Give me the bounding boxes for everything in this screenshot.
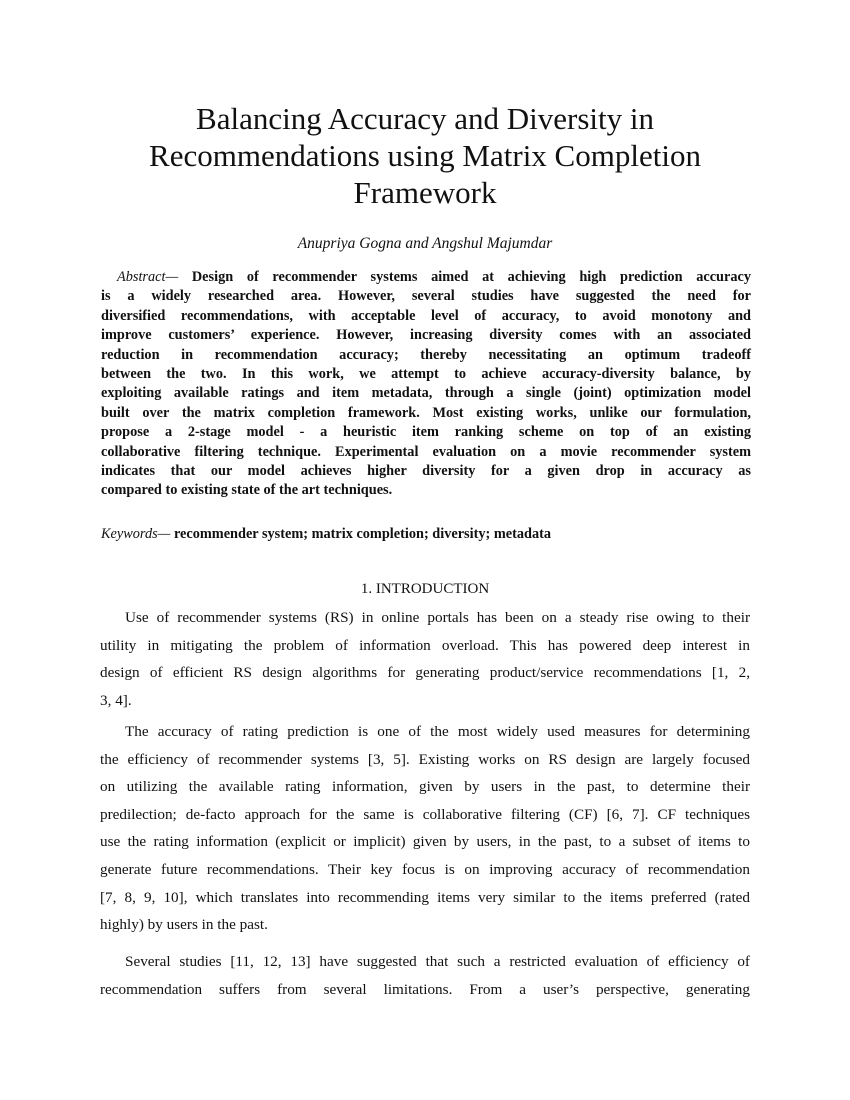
section-heading: 1. INTRODUCTION xyxy=(360,581,490,597)
intro-paragraph-1 xyxy=(100,604,750,714)
paragraph-line: [7, 8, 9, 10], which translates into recommending items very similar to the items preferred (rated xyxy=(100,888,750,906)
paragraph-line: the efficiency of recommender systems [3, 5]. Existing works on RS design are largely focused xyxy=(100,750,750,768)
paragraph-line: 3, 4]. xyxy=(100,691,132,709)
keywords-text: recommender system; matrix completion; diversity; metadata xyxy=(173,526,551,542)
abstract-line: exploiting available ratings and item metadata, through a single (joint) optimization model xyxy=(101,385,751,402)
paragraph-line: use the rating information (explicit or implicit) given by users, in the past, to a subset of items to xyxy=(100,833,750,851)
paragraph-line: recommendation suffers from several limitations. From a user’s perspective, generating xyxy=(100,980,750,998)
title-line: Recommendations using Matrix Completion xyxy=(149,138,701,173)
paragraph-line: design of efficient RS design algorithms for generating product/service recommendations [1, 2, xyxy=(100,664,750,682)
paragraph-line: The accuracy of rating prediction is one of the most widely used measures for determining xyxy=(125,723,750,740)
abstract-label: Abstract— xyxy=(117,269,179,285)
abstract-line: diversified recommendations, with acceptable level of accuracy, to avoid monotony and xyxy=(101,307,751,324)
title-line: Framework xyxy=(353,175,497,210)
paragraph-line: Use of recommender systems (RS) in online portals has been on a steady rise owing to their xyxy=(125,609,750,626)
keywords xyxy=(101,526,551,543)
abstract-line xyxy=(101,268,751,287)
paragraph-line: Several studies [11, 12, 13] have suggested that such a restricted evaluation of efficiency of xyxy=(125,953,750,970)
abstract-line: reduction in recommendation accuracy; thereby necessitating an optimum tradeoff xyxy=(101,346,751,363)
paragraph-line: generate future recommendations. Their key focus is on improving accuracy of recommendation xyxy=(100,860,750,878)
title-line: Balancing Accuracy and Diversity in xyxy=(196,101,654,136)
authors: Anupriya Gogna and Angshul Majumdar xyxy=(297,235,553,252)
intro-paragraph-2 xyxy=(100,718,750,939)
paragraph-line: on utilizing the available rating information, given by users in the past, to determine their xyxy=(100,778,750,796)
abstract-line: collaborative filtering technique. Experimental evaluation on a movie recommender system xyxy=(101,443,751,460)
abstract-line: propose a 2-stage model - a heuristic item ranking scheme on top of an existing xyxy=(101,424,751,441)
abstract-line: indicates that our model achieves higher diversity for a given drop in accuracy as xyxy=(101,463,751,480)
abstract-text: Design of recommender systems aimed at achieving high prediction accuracy xyxy=(191,269,751,285)
paragraph-line: utility in mitigating the problem of information overload. This has powered deep interest in xyxy=(100,636,750,654)
abstract-line: improve customers’ experience. However, increasing diversity comes with an associated xyxy=(101,327,751,344)
keywords-label: Keywords— xyxy=(101,526,171,542)
abstract-line: is a widely researched area. However, several studies have suggested the need for xyxy=(101,288,751,305)
abstract-line: compared to existing state of the art techniques. xyxy=(101,482,393,499)
abstract-line: built over the matrix completion framework. Most existing works, unlike our formulation, xyxy=(101,404,751,421)
paragraph-line: highly) by users in the past. xyxy=(100,916,268,934)
paper-title xyxy=(100,100,750,211)
abstract-line: between the two. In this work, we attempt to achieve accuracy-diversity balance, by xyxy=(101,366,751,383)
intro-paragraph-3 xyxy=(100,948,750,1003)
paragraph-line: predilection; de-facto approach for the same is collaborative filtering (CF) [6, 7]. CF techniques xyxy=(100,805,750,823)
abstract xyxy=(101,268,751,501)
